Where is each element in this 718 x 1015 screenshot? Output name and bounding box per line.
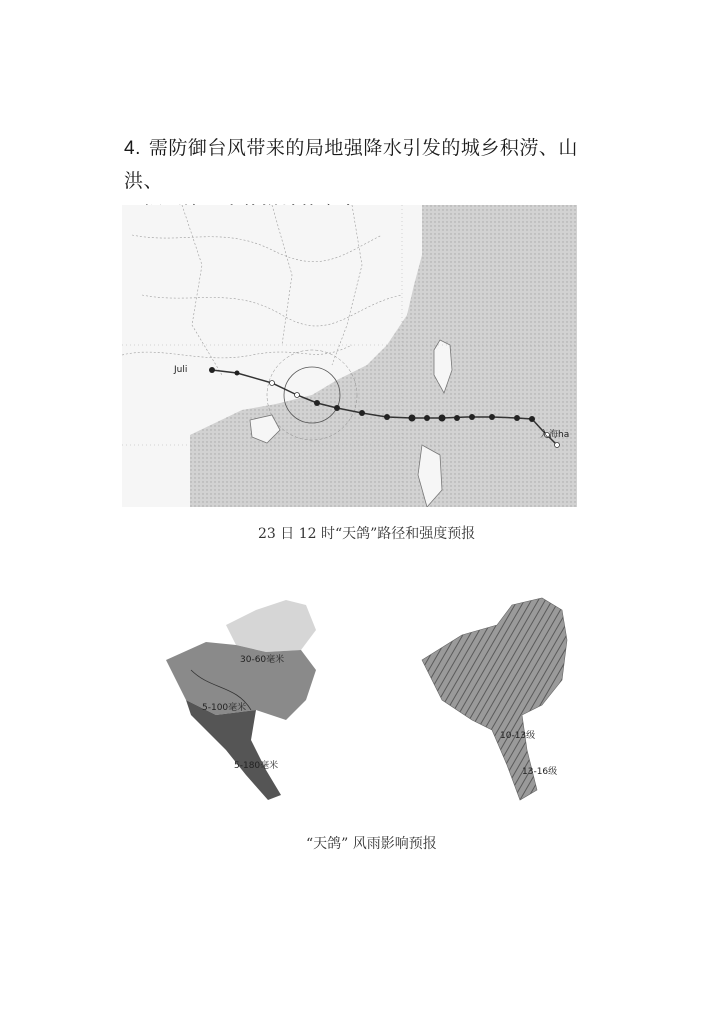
wind-impact-map: [412, 590, 612, 805]
rain-zone-dark: [186, 700, 281, 800]
rain-band-3-label: 5-180毫米: [234, 761, 279, 771]
cn-side-label: Juli: [174, 365, 188, 375]
east-label: 入海ha: [540, 430, 570, 440]
typhoon-track-map: [122, 205, 577, 507]
wind-map-graphic: [412, 590, 612, 805]
rain-band-2-label: 5-100毫米: [202, 703, 247, 713]
wind-band-1-label: 10-13级: [500, 731, 536, 741]
item-number: 4.: [124, 138, 141, 159]
track-map-graphic: [122, 205, 577, 507]
rain-band-1-label: 30-60毫米: [240, 655, 285, 665]
paragraph-line-1: 需防御台风带来的局地强降水引发的城乡积涝、山洪、: [124, 137, 578, 192]
rain-zone-light: [226, 600, 316, 652]
rain-impact-map: [156, 590, 356, 805]
track-map-caption: 23 日 12 时“天鸽”路径和强度预报: [258, 526, 476, 542]
impact-maps-caption: “天鸽” 风雨影响预报: [306, 836, 437, 852]
wind-band-2-label: 13-16级: [522, 767, 558, 777]
rain-map-graphic: [156, 590, 356, 805]
